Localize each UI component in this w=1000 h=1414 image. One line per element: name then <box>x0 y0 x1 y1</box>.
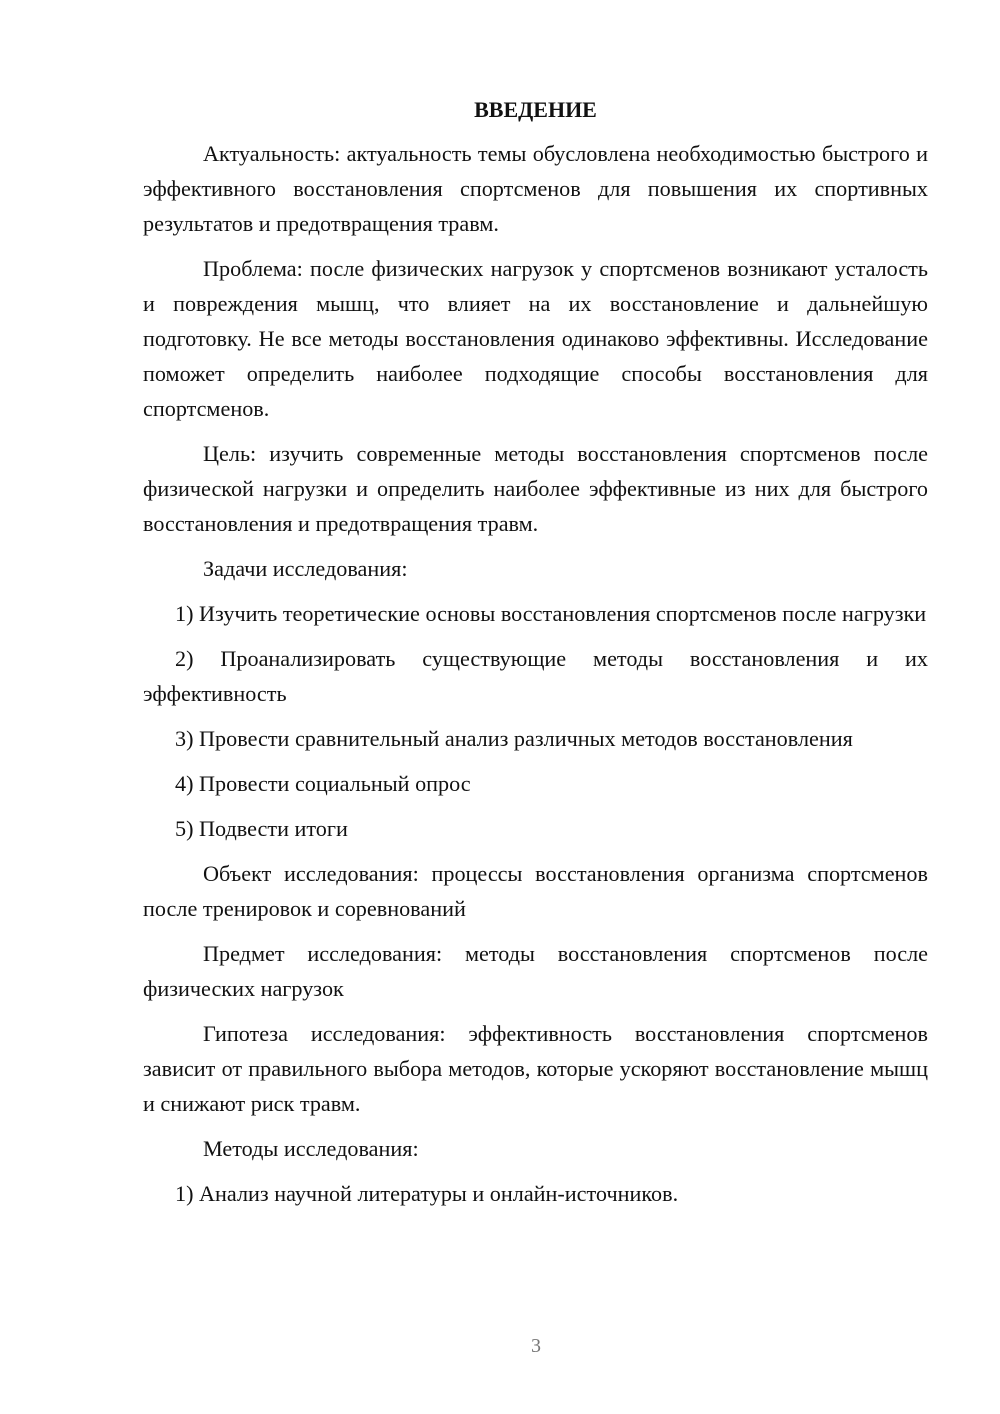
task-item-1: 1) Изучить теоретические основы восстановления спортсменов после нагрузки <box>175 601 927 626</box>
task-item-3: 3) Провести сравнительный анализ различных методов восстановления <box>175 726 853 751</box>
page-number: 3 <box>531 1335 541 1357</box>
methods-heading: Методы исследования: <box>203 1136 419 1161</box>
page-content <box>143 94 928 1221</box>
subject-paragraph: Предмет исследования: методы восстановления спортсменов после физических нагрузок <box>143 941 928 1001</box>
page-title: ВВЕДЕНИЕ <box>474 97 597 122</box>
method-item-1: 1) Анализ научной литературы и онлайн-источников. <box>175 1181 679 1206</box>
object-paragraph: Объект исследования: процессы восстановления организма спортсменов после тренировок и соревнований <box>143 861 928 921</box>
goal-paragraph: Цель: изучить современные методы восстановления спортсменов после физической нагрузки и определить наиболее эффективные из них для быстрого восстановления и предотвращения травм. <box>143 441 928 536</box>
relevance-paragraph: Актуальность: актуальность темы обусловлена необходимостью быстрого и эффективного восстановления спортсменов для повышения их спортивных результатов и предотвращения травм. <box>143 141 928 236</box>
hypothesis-paragraph: Гипотеза исследования: эффективность восстановления спортсменов зависит от правильного выбора методов, которые ускоряют восстановление мышц и снижают риск травм. <box>143 1021 928 1116</box>
task-item-2: 2) Проанализировать существующие методы восстановления и их эффективность <box>143 646 928 706</box>
problem-paragraph: Проблема: после физических нагрузок у спортсменов возникают усталость и повреждения мышц, что влияет на их восстановление и дальнейшую подготовку. Не все методы восстановления одинаково эффективны. Исследование поможет определить наиболее подходящие способы восстановления для спортсменов. <box>143 256 928 421</box>
task-item-5: 5) Подвести итоги <box>175 816 348 841</box>
tasks-heading: Задачи исследования: <box>203 556 408 581</box>
task-item-4: 4) Провести социальный опрос <box>175 771 471 796</box>
